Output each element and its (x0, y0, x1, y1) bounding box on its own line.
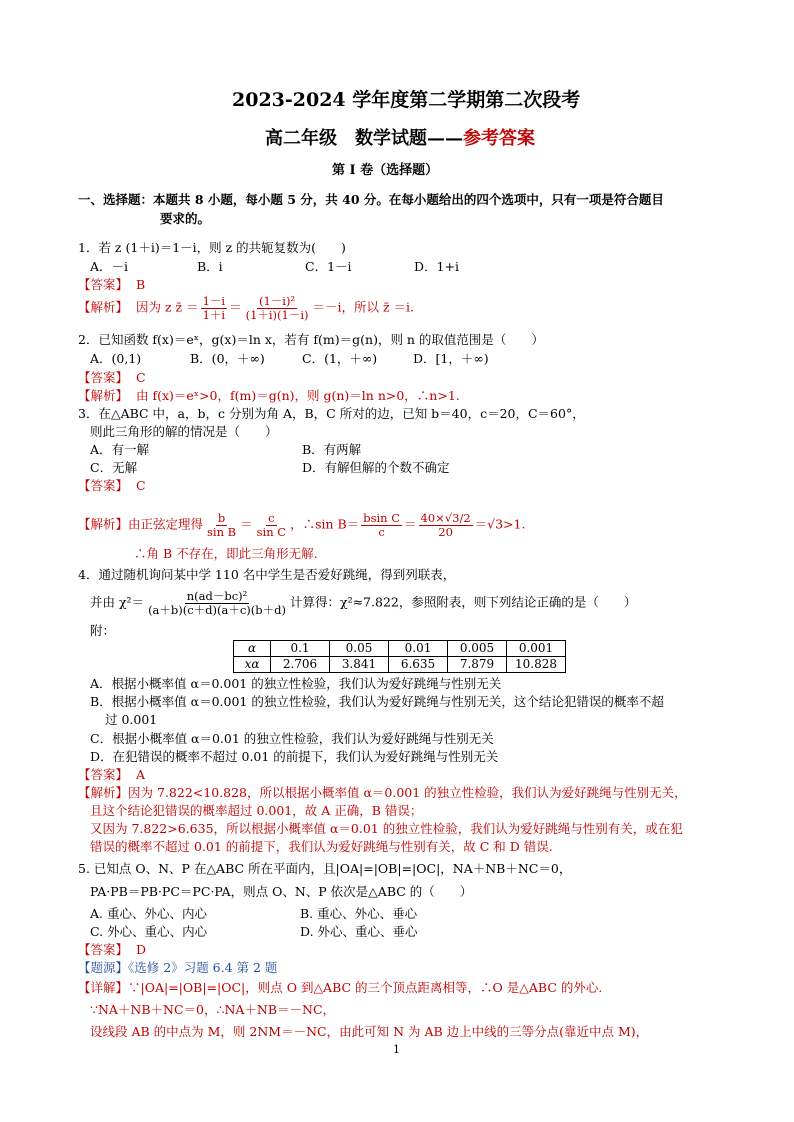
q3-fraction-2 (255, 512, 288, 538)
answer-tag: 【答案】 (78, 370, 129, 385)
q4-appendix-label: 附： (90, 623, 116, 638)
q3-answer-value: C (135, 478, 146, 493)
q4-option-c: C．根据小概率值 α＝0.01 的独立性检验，我们认为爱好跳绳与性别无关 (90, 731, 494, 746)
q1-analysis-text-a: 因为 z z̄ ＝ (135, 299, 199, 315)
frac-denominator: sin C (256, 524, 287, 539)
q2-analysis (78, 388, 460, 404)
detail-tag: 【详解】 (78, 980, 129, 995)
answer-tag: 【答案】 (78, 478, 129, 493)
q1-equals: ＝ (229, 299, 242, 315)
q4-analysis-line3: 又因为 7.822>6.635，所以根据小概率值 α＝0.01 的独立性检验，我们认为爱好跳绳与性别有关，或在犯 (90, 821, 683, 836)
q4-stem-line2 (90, 590, 636, 616)
q2-stem: 2．已知函数 f(x)＝eˣ，g(x)＝ln x，若有 f(m)＝g(n)，则 n 的取值范围是（ ） (78, 332, 544, 347)
q5-stem-line2: PA·PB＝PB·PC＝PC·PA，则点 O、N、P 依次是△ABC 的（ ） (90, 884, 473, 899)
q4-stem-text-b: 计算得：χ²≈7.822，参照附表，则下列结论正确的是（ ） (290, 594, 637, 610)
q1-analysis (78, 295, 414, 321)
q5-option-d: D. 外心、重心、垂心 (300, 924, 418, 939)
q5-answer (78, 942, 146, 958)
section-instruction-line2: 要求的。 (160, 211, 211, 226)
exam-subtitle (265, 128, 535, 151)
analysis-tag: 【解析】 (78, 299, 129, 315)
q3-analysis-text-5: ＝√3>1. (474, 516, 526, 532)
q4-analysis-line4: 错误的概率不超过 0.01 的前提下，我们认为爱好跳绳与性别有关，故 C 和 D 错误. (90, 839, 553, 854)
frac-denominator: 20 (438, 524, 453, 539)
analysis-tag: 【解析】 (78, 516, 129, 532)
frac-denominator: (a＋b)(c＋d)(a＋c)(b＋d) (148, 602, 286, 617)
q5-option-b: B. 重心、外心、垂心 (300, 906, 418, 921)
q5-stem-line1: 5. 已知点 O、N、P 在△ABC 所在平面内，且|OA|=|OB|=|OC|，NA＋NB＋NC＝0， (78, 861, 572, 876)
q3-answer (78, 478, 146, 494)
q4-answer-value: A (135, 767, 145, 782)
q4-option-b-line1: B．根据小概率值 α＝0.001 的独立性检验，我们认为爱好跳绳与性别无关，这个结论犯错误的概率不超 (90, 694, 664, 709)
q3-equals-2: ＝ (404, 516, 417, 532)
table-row (234, 657, 566, 673)
exam-title: 2023-2024 学年度第二学期第二次段考 (232, 89, 581, 111)
frac-numerator: bsin C (363, 511, 401, 525)
q1-option-d: D．1+i (414, 259, 459, 274)
q3-conclusion: ∴角 B 不存在，即此三角形无解. (134, 546, 318, 561)
answer-tag: 【答案】 (78, 277, 129, 292)
q5-detail-text-1: ∵|OA|=|OB|=|OC|，则点 O 到△ABC 的三个顶点距离相等，∴O 是△ABC 的外心. (128, 980, 603, 995)
table-cell: 3.841 (330, 657, 389, 673)
table-header-cell: α (234, 641, 271, 657)
q5-option-a: A. 重心、外心、内心 (90, 906, 207, 921)
q3-fraction-3 (361, 512, 402, 538)
frac-numerator: n(ad－bc)² (186, 589, 248, 603)
frac-denominator: 1＋i (202, 307, 226, 322)
table-cell: 2.706 (271, 657, 330, 673)
q4-option-a: A．根据小概率值 α＝0.001 的独立性检验，我们认为爱好跳绳与性别无关 (90, 676, 502, 691)
q5-detail-line1 (78, 980, 602, 996)
q1-option-b: B．i (197, 259, 223, 274)
section-instruction-line1: 一、选择题：本题共 8 小题，每小题 5 分，共 40 分。在每小题给出的四个选项中，只有一项是符合题目 (78, 192, 664, 207)
subtitle-grade: 高二年级 数学试题—— (265, 128, 463, 149)
page-number: 1 (393, 1043, 400, 1056)
table-cell: 0.05 (330, 641, 389, 657)
q1-stem: 1．若 z (1＋i)＝1－i，则 z 的共轭复数为( ) (78, 240, 346, 255)
table-cell: 0.001 (507, 641, 566, 657)
table-header-cell: xα (234, 657, 271, 673)
q2-option-b: B．(0，＋∞) (190, 351, 265, 366)
q3-stem-line2: 则此三角形的解的情况是（ ） (90, 424, 278, 439)
q4-analysis-line2: 且这个结论犯错误的概率超过 0.001，故 A 正确，B 错误； (90, 803, 423, 818)
q3-option-c: C．无解 (90, 460, 138, 475)
q1-option-a: A．－i (90, 259, 129, 274)
frac-numerator: (1－i)² (259, 294, 296, 308)
q4-analysis-text-1: 因为 7.822<10.828，所以根据小概率值 α＝0.001 的独立性检验，我们认为爱好跳绳与性别无关， (128, 785, 687, 800)
table-cell: 0.01 (389, 641, 448, 657)
q2-answer (78, 370, 146, 386)
q1-option-c: C．1－i (305, 259, 352, 274)
table-cell: 0.1 (271, 641, 330, 657)
q5-detail-line2: ∵NA＋NB＋NC＝0，∴NA＋NB＝－NC， (90, 1002, 336, 1017)
q4-answer (78, 767, 145, 783)
q4-critical-value-table (233, 640, 566, 673)
q5-answer-value: D (135, 942, 146, 957)
frac-numerator: 40×√3/2 (420, 511, 471, 525)
q2-option-a: A．(0,1) (90, 351, 142, 366)
frac-numerator: b (217, 511, 226, 525)
frac-numerator: 1－i (202, 294, 226, 308)
analysis-tag: 【解析】 (78, 388, 129, 403)
q3-equals: ＝ (240, 516, 253, 532)
answer-tag: 【答案】 (78, 942, 129, 957)
q4-option-d: D．在犯错误的概率不超过 0.01 的前提下，我们认为爱好跳绳与性别无关 (90, 749, 499, 764)
q3-fraction-4 (419, 512, 473, 538)
q3-option-d: D．有解但解的个数不确定 (302, 460, 450, 475)
q3-analysis (78, 512, 525, 538)
volume-heading: 第 I 卷（选择题） (332, 163, 439, 178)
q5-option-c: C. 外心、重心、内心 (90, 924, 208, 939)
frac-denominator: (1＋i)(1－i) (245, 307, 309, 322)
q3-option-b: B．有两解 (302, 442, 362, 457)
q2-answer-value: C (135, 370, 146, 385)
frac-denominator: c (378, 524, 385, 539)
q1-answer-value: B (135, 277, 146, 292)
q3-option-a: A．有一解 (90, 442, 150, 457)
q2-analysis-text: 由 f(x)＝eˣ>0，f(m)＝g(n)，则 g(n)＝ln n>0，∴n>1. (135, 388, 460, 403)
q4-chi-square-formula (146, 590, 288, 616)
table-cell: 7.879 (448, 657, 507, 673)
analysis-tag: 【解析】 (78, 785, 129, 800)
q5-source-text: 《选修 2》习题 6.4 第 2 题 (128, 960, 278, 975)
q2-option-c: C．(1，＋∞) (302, 351, 378, 366)
answer-tag: 【答案】 (78, 767, 129, 782)
table-row (234, 641, 566, 657)
frac-denominator: sin B (207, 524, 237, 539)
q1-answer (78, 277, 145, 293)
q4-stem-line1: 4．通过随机询问某中学 110 名中学生是否爱好跳绳，得到列联表， (78, 567, 456, 582)
table-cell: 10.828 (507, 657, 566, 673)
frac-numerator: c (268, 511, 275, 525)
q3-fraction-1 (205, 512, 238, 538)
q4-option-b-line2: 过 0.001 (105, 712, 158, 727)
q4-analysis-line1 (78, 785, 687, 801)
q5-detail-line3: 设线段 AB 的中点为 M，则 2NM＝－NC，由此可知 N 为 AB 边上中线的三等分点(靠近中点 M)， (90, 1024, 649, 1039)
q4-stem-text-a: 并由 χ²＝ (90, 594, 145, 610)
q3-analysis-text-1: 由正弦定理得 (128, 516, 204, 532)
table-cell: 0.005 (448, 641, 507, 657)
q1-analysis-text-b: ＝－i，所以 z̄ ＝i. (312, 299, 415, 315)
q3-analysis-text-3: ，∴sin B＝ (290, 516, 360, 532)
q1-fraction-1 (201, 295, 228, 321)
table-cell: 6.635 (389, 657, 448, 673)
source-tag: 【题源】 (78, 960, 129, 975)
subtitle-answer-key: 参考答案 (463, 128, 535, 149)
q3-stem-line1: 3．在△ABC 中，a，b，c 分别为角 A，B，C 所对的边，已知 b＝40，c＝20，C＝60°， (78, 406, 585, 421)
q1-fraction-2 (244, 295, 311, 321)
q2-option-d: D．[1，＋∞) (413, 351, 489, 366)
q5-source (78, 960, 277, 976)
